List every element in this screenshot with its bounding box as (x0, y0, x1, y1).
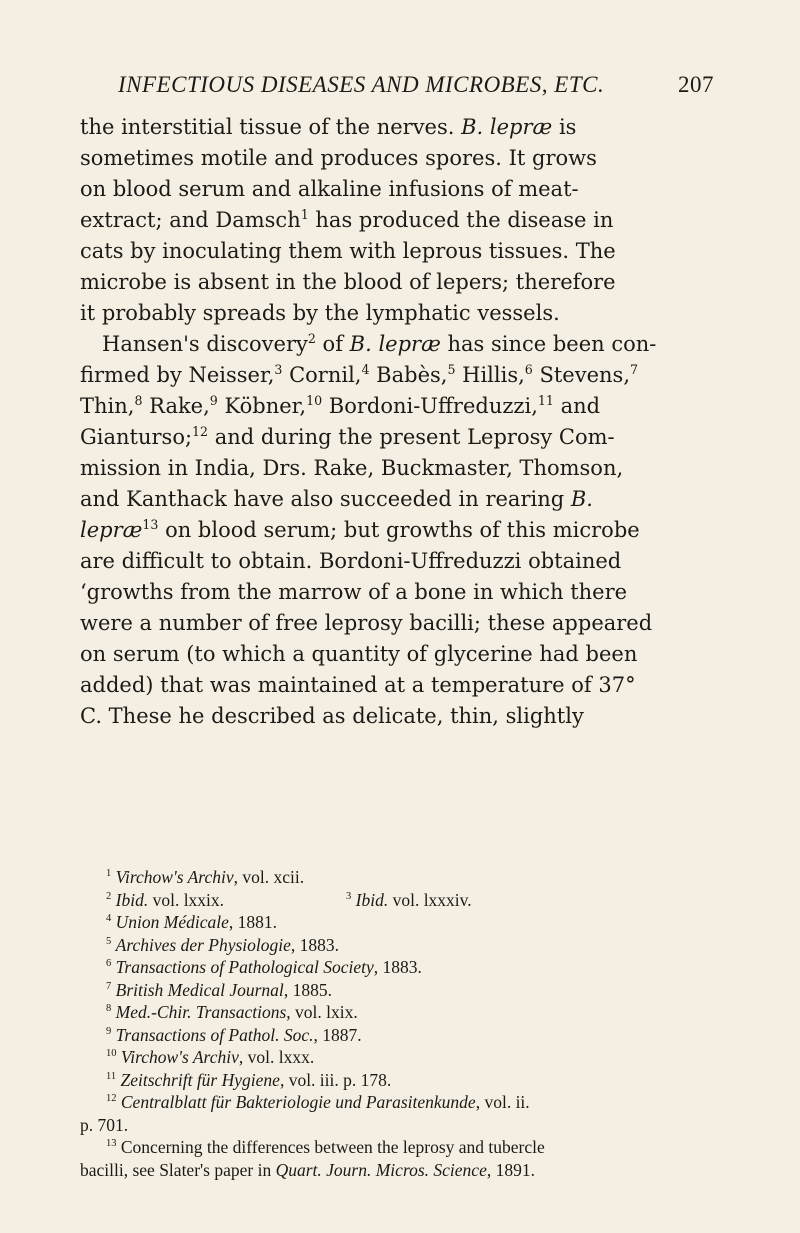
text-line (80, 112, 715, 143)
footnote-line (80, 1046, 715, 1069)
text-run: , 1883. (290, 934, 340, 955)
footnote-line (80, 889, 715, 912)
text-line (80, 639, 715, 670)
footnote-ref: 12 (192, 423, 209, 439)
text-run: p. 701. (80, 1114, 129, 1135)
footnote-line (80, 866, 715, 889)
italic-text: Zeitschrift für Hygiene (120, 1069, 280, 1090)
text-run: Cornil, (282, 363, 362, 387)
text-run: Concerning the differences between the leprosy and tubercle (116, 1137, 545, 1157)
text-run: extract; and Damsch (80, 208, 301, 232)
footnote-ref: 2 (307, 330, 316, 346)
footnote-ref: 9 (209, 392, 218, 408)
text-run: Köbner, (217, 394, 307, 418)
text-run: Gianturso; (80, 425, 193, 449)
italic-text: B. lepræ (349, 332, 441, 356)
running-title: INFECTIOUS DISEASES AND MICROBES, ETC. (118, 72, 605, 97)
text-run: , 1883. (373, 957, 422, 977)
footnote-ref: 1 (300, 206, 309, 222)
footnote-ref: 6 (106, 958, 112, 970)
text-run: firmed by Neisser, (80, 363, 275, 387)
text-line (80, 205, 715, 236)
footnote-line (80, 934, 715, 957)
text-run: sometimes motile and produces spores. It grows (80, 146, 597, 170)
footnote-ref: 4 (106, 913, 112, 925)
text-run: vol. lxxxiv. (388, 889, 472, 910)
text-line (80, 236, 715, 267)
text-run: Stevens, (532, 363, 630, 387)
text-run: has produced the disease in (308, 208, 614, 232)
footnote-entry (106, 1025, 362, 1045)
text-line (80, 267, 715, 298)
footnote-line (80, 1001, 715, 1024)
text-run: , vol. lxix. (286, 1002, 358, 1022)
text-run: , 1887. (313, 1024, 362, 1045)
footnote-line (80, 979, 715, 1002)
text-line (80, 670, 715, 701)
text-run: were a number of free leprosy bacilli; these appeared (80, 611, 653, 635)
text-line (80, 422, 715, 453)
italic-text: Med.-Chir. Transactions (115, 1002, 287, 1022)
footnote-ref: 10 (306, 392, 323, 408)
text-line (80, 484, 715, 515)
text-run: , 1891. (486, 1159, 535, 1180)
footnote-line (80, 956, 715, 979)
text-line (80, 298, 715, 329)
footnote-entry (106, 1137, 545, 1157)
text-run: on serum (to which a quantity of glycerine had been (80, 642, 638, 666)
footnote-ref: 3 (346, 890, 352, 902)
italic-text: Union Médicale (115, 912, 229, 932)
italic-text: British Medical Journal (115, 979, 284, 1000)
text-run: , vol. iii. p. 178. (279, 1069, 392, 1090)
italic-text: B. lepræ (461, 115, 553, 139)
footnote-ref: 4 (361, 361, 370, 377)
text-line (80, 515, 715, 546)
text-run: , 1885. (283, 979, 332, 1000)
text-run: , vol. xcii. (233, 867, 305, 887)
text-run: bacilli, see Slater's paper in (80, 1159, 276, 1180)
footnote-entry (80, 1160, 535, 1180)
footnote-entry (106, 935, 339, 955)
footnote-line (80, 1024, 715, 1047)
footnote-ref: 1 (106, 868, 112, 880)
text-line (80, 453, 715, 484)
footnote-ref: 6 (524, 361, 533, 377)
footnote-line (80, 1136, 715, 1159)
italic-text: Transactions of Pathological Society (115, 957, 374, 977)
footnote-ref: 7 (630, 361, 639, 377)
footnote-ref: 8 (134, 392, 143, 408)
running-head (118, 72, 714, 102)
text-line (80, 608, 715, 639)
italic-text: Virchow's Archiv (115, 867, 234, 887)
text-run: and Kanthack have also succeeded in rearing (80, 487, 571, 511)
text-line (80, 329, 715, 360)
italic-text: Archives der Physiologie (115, 934, 291, 955)
footnote-entry (106, 912, 277, 932)
footnote-ref: 11 (106, 1070, 117, 1082)
text-run: on blood serum and alkaline infusions of meat- (80, 177, 579, 201)
text-run: Babès, (369, 363, 448, 387)
page-number: 207 (678, 72, 714, 97)
footnote-ref: 13 (106, 1138, 117, 1150)
text-run: the interstitial tissue of the nerves. (80, 115, 462, 139)
text-run: , vol. lxxx. (238, 1047, 315, 1067)
text-run: mission in India, Drs. Rake, Buckmaster, Thomson, (80, 456, 624, 480)
italic-text: Ibid. (355, 889, 389, 910)
text-run: has since been con- (440, 332, 657, 356)
text-line (80, 143, 715, 174)
italic-text: Ibid. (115, 889, 149, 910)
text-run: it probably spreads by the lymphatic vessels. (80, 301, 560, 325)
text-run: and during the present Leprosy Com- (208, 425, 615, 449)
text-run: added) that was maintained at a temperature of 37° (80, 673, 636, 697)
text-run: Hillis, (455, 363, 525, 387)
text-run: Bordoni-Uffreduzzi, (322, 394, 538, 418)
footnote-ref: 11 (537, 392, 554, 408)
footnote-ref: 12 (106, 1093, 117, 1105)
footnote-entry (80, 1115, 128, 1135)
text-line (80, 577, 715, 608)
text-run: vol. lxxix. (148, 889, 225, 910)
footnote-ref: 13 (142, 516, 159, 532)
footnote-line (80, 911, 715, 934)
footnote-entry (106, 1092, 530, 1112)
footnote-entry (106, 867, 304, 887)
footnote-ref: 2 (106, 890, 112, 902)
text-line (80, 391, 715, 422)
text-run: , vol. ii. (475, 1092, 530, 1112)
footnote-entry (346, 889, 586, 912)
text-run: ‘growths from the marrow of a bone in which there (80, 580, 628, 604)
italic-text: Quart. Journ. Micros. Science (275, 1159, 487, 1180)
text-run: is (552, 115, 577, 139)
text-run: C. These he described as delicate, thin, slightly (80, 704, 584, 728)
footnote-ref: 9 (106, 1025, 112, 1037)
text-run: cats by inoculating them with leprous tissues. The (80, 239, 616, 263)
footnote-entry (106, 957, 422, 977)
footnote-ref: 8 (106, 1003, 112, 1015)
text-run: microbe is absent in the blood of lepers; therefore (80, 270, 616, 294)
footnote-ref: 5 (106, 935, 112, 947)
text-run: Rake, (142, 394, 210, 418)
text-run: on blood serum; but growths of this microbe (158, 518, 640, 542)
footnote-entry (106, 1047, 314, 1067)
text-line (80, 701, 715, 732)
italic-text: Virchow's Archiv (120, 1047, 239, 1067)
italic-text: Transactions of Pathol. Soc. (115, 1024, 314, 1045)
footnotes (80, 866, 715, 1181)
footnote-ref: 10 (106, 1048, 117, 1060)
text-run: Thin, (80, 394, 135, 418)
text-run: are difficult to obtain. Bordoni-Uffreduzzi obtained (80, 549, 622, 573)
footnote-entry (106, 980, 332, 1000)
text-line (80, 360, 715, 391)
text-run: , 1881. (228, 912, 277, 932)
text-run: of (315, 332, 350, 356)
text-line (80, 546, 715, 577)
footnote-entry (106, 1002, 358, 1022)
italic-text: lepræ (80, 518, 143, 542)
text-run: and (553, 394, 601, 418)
italic-text: Centralblatt für Bakteriologie und Parasitenkunde (120, 1092, 476, 1112)
footnote-ref: 3 (274, 361, 283, 377)
footnote-ref: 7 (106, 980, 112, 992)
footnote-line (80, 1114, 715, 1137)
body-paragraphs (80, 112, 715, 732)
footnote-line (80, 1091, 715, 1114)
footnote-entry (106, 1070, 391, 1090)
text-run: Hansen's discovery (102, 332, 308, 356)
footnote-entry (106, 889, 346, 912)
italic-text: B. (570, 487, 593, 511)
footnote-ref: 5 (447, 361, 456, 377)
footnote-line (80, 1159, 715, 1182)
footnote-line (80, 1069, 715, 1092)
text-line (80, 174, 715, 205)
